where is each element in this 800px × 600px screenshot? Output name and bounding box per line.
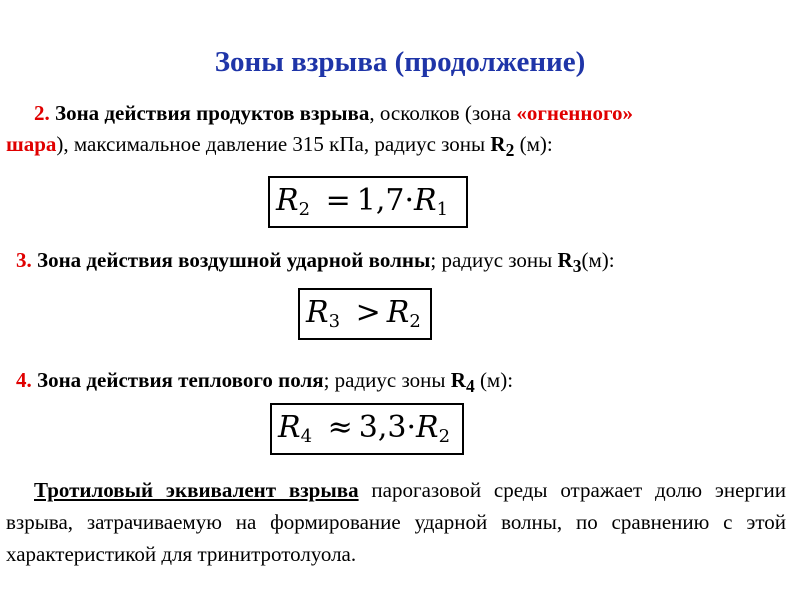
formula-r2-coef: 1,7· [356, 183, 414, 218]
tnt-equivalent-term: Тротиловый эквивалент взрыва [34, 478, 359, 502]
zone4-unit: (м): [474, 368, 514, 392]
tnt-equivalent-text: парогазовой среды отражает долю энергии взрыва, затрачиваемую на формирование ударной волны, по сравнению с этой характеристикой для тринитротолуола. [6, 478, 786, 566]
zone2-highlight-cont: шара [6, 132, 57, 156]
formula-r4-op: ≈ [327, 410, 353, 445]
zone2-paragraph-line2 [6, 129, 553, 166]
formula-r3-rhs: R [386, 295, 410, 330]
page-title: Зоны взрыва (продолжение) [214, 46, 586, 78]
formula-r3-lhs-sub: 3 [328, 311, 341, 332]
zone3-heading: Зона действия воздушной ударной волны [31, 248, 431, 272]
zone3-unit: (м): [581, 248, 615, 272]
zone2-paragraph [34, 98, 633, 129]
zone3-number: 3. [16, 248, 32, 272]
zone3-radius-sub: 3 [572, 256, 582, 277]
zone4-number: 4. [16, 368, 32, 392]
formula-r2-rhs-sub: 1 [436, 199, 449, 220]
zone2-number: 2. [34, 101, 50, 125]
formula-r3-op: > [355, 295, 381, 330]
formula-r4-lhs-sub: 4 [300, 426, 313, 447]
zone2-radius-var: R [490, 132, 506, 156]
zone4-radius-sub: 4 [465, 376, 475, 397]
formula-r4-coef: 3,3· [358, 410, 416, 445]
formula-r2-rhs: R [413, 183, 437, 218]
formula-r4-rhs-sub: 2 [438, 426, 451, 447]
zone4-radius-var: R [450, 368, 466, 392]
zone2-heading: Зона действия продуктов взрыва [49, 101, 370, 125]
formula-r4-lhs: R [278, 410, 301, 445]
formula-r2-lhs-sub: 2 [298, 199, 311, 220]
formula-r2 [268, 176, 468, 228]
zone2-text: , осколков (зона [369, 101, 517, 125]
formula-r3-lhs: R [306, 295, 329, 330]
formula-r3-rhs-sub: 2 [409, 311, 421, 332]
zone3-paragraph [16, 245, 615, 282]
zone2-unit: (м): [514, 132, 553, 156]
formula-r4-rhs: R [415, 410, 439, 445]
formula-r4 [270, 403, 464, 455]
formula-r3 [298, 288, 432, 340]
zone3-text: ; радиус зоны [430, 248, 558, 272]
formula-r2-lhs: R [276, 183, 299, 218]
tnt-equivalent-paragraph [6, 474, 786, 570]
zone2-radius-sub: 2 [505, 140, 515, 161]
zone4-paragraph [16, 365, 513, 402]
formula-r2-op: = [325, 183, 351, 218]
zone2-highlight: «огненного» [516, 101, 634, 125]
zone4-heading: Зона действия теплового поля [31, 368, 324, 392]
zone2-text-cont: ), максимальное давление 315 кПа, радиус зоны [56, 132, 491, 156]
zone3-radius-var: R [557, 248, 573, 272]
zone4-text: ; радиус зоны [323, 368, 451, 392]
